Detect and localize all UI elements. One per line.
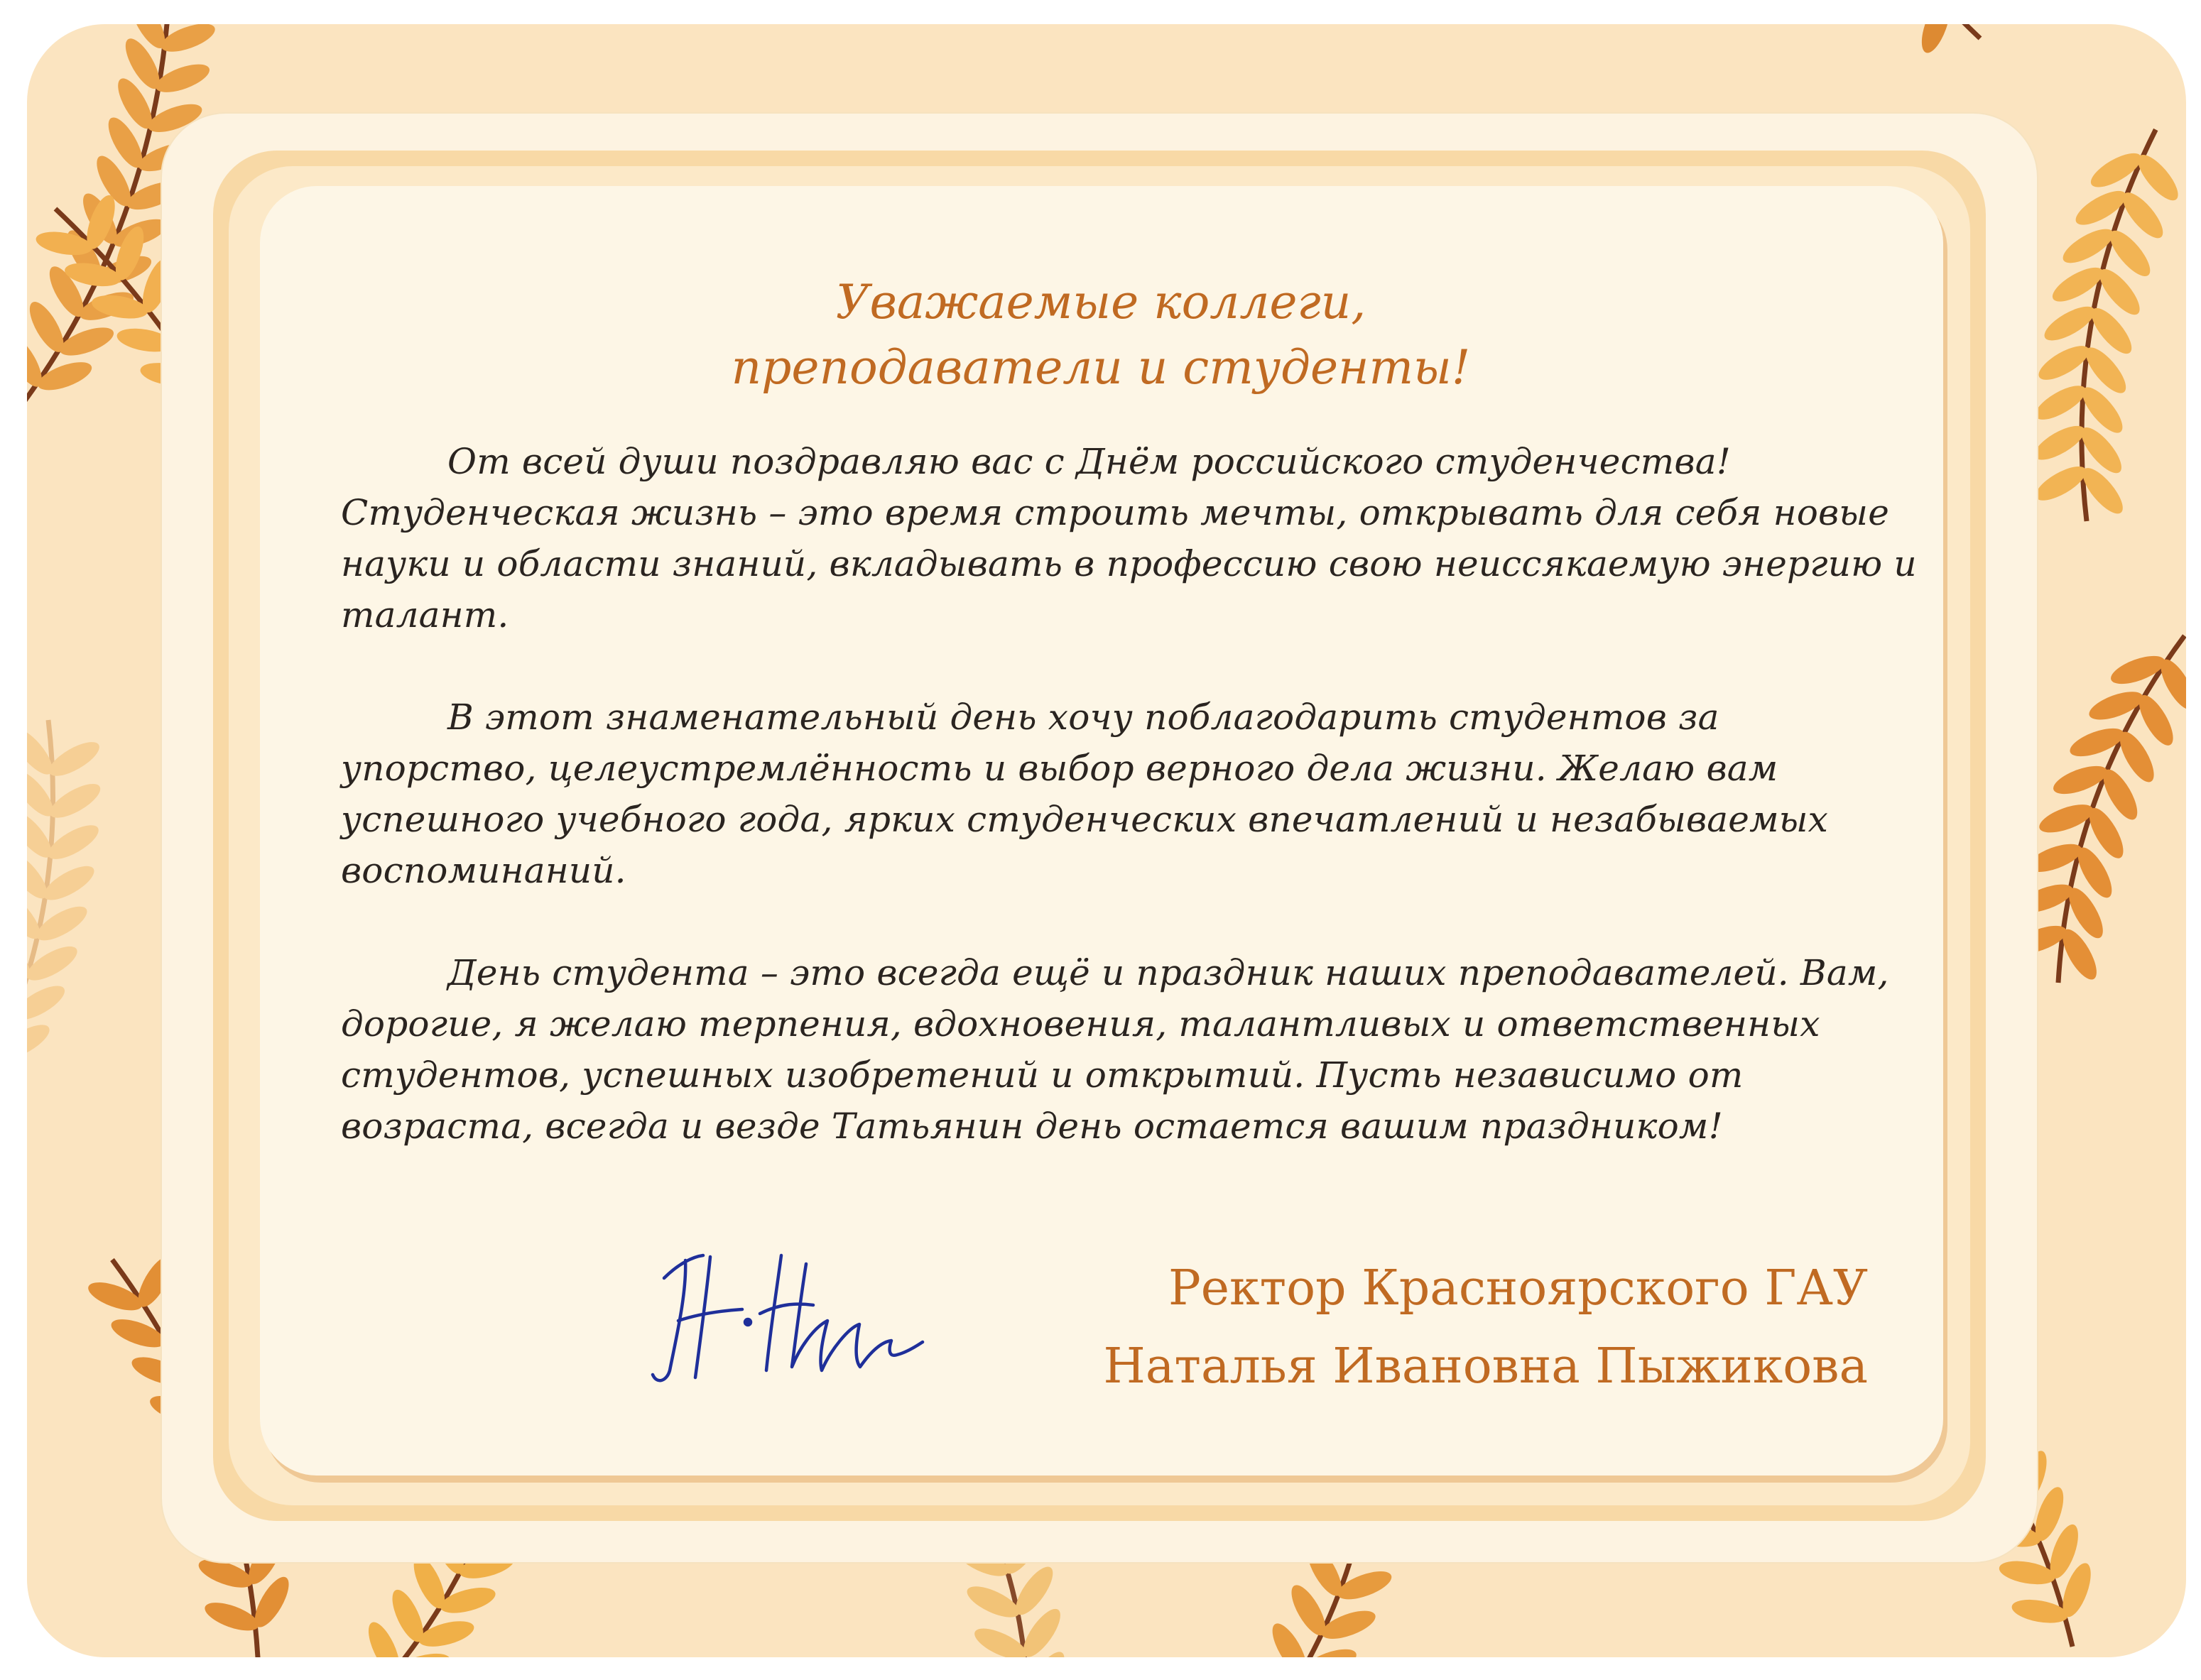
signatory-position: Ректор Красноярского ГАУ [1168, 1260, 1868, 1316]
letter-body [341, 270, 1925, 1152]
handwritten-signature [636, 1236, 941, 1399]
paragraph-students: В этот знаменательный день хочу поблагодарить студентов за упорство, целеустремлённость и выбор верного дела жизни. Желаю вам успешного учебного года, ярких студенческих впечатлений и незабываемых воспоминаний. [341, 697, 1829, 891]
signatory-name: Наталья Ивановна Пыжикова [1103, 1338, 1868, 1395]
signature-block [923, 1250, 1868, 1406]
paragraph-teachers: День студента – это всегда ещё и праздник наших преподавателей. Вам, дорогие, я желаю терпения, вдохновения, талантливых и ответственных студентов, успешных изобретений и открытий. Пусть независимо от возраста, всегда и везде Татьянин день остается вашим праздником! [341, 952, 1889, 1147]
letter-title [341, 270, 1861, 400]
paragraph-greeting: От всей души поздравляю вас с Днём российского студенчества! Студенческая жизнь – это время строить мечты, открывать для себя новые науки и области знаний, вкладывать в профессию свою неиссякаемую энергию и талант. [341, 441, 1917, 636]
title-line-2: преподаватели и студенты! [731, 340, 1471, 395]
title-line-1: Уважаемые коллеги, [835, 275, 1366, 329]
